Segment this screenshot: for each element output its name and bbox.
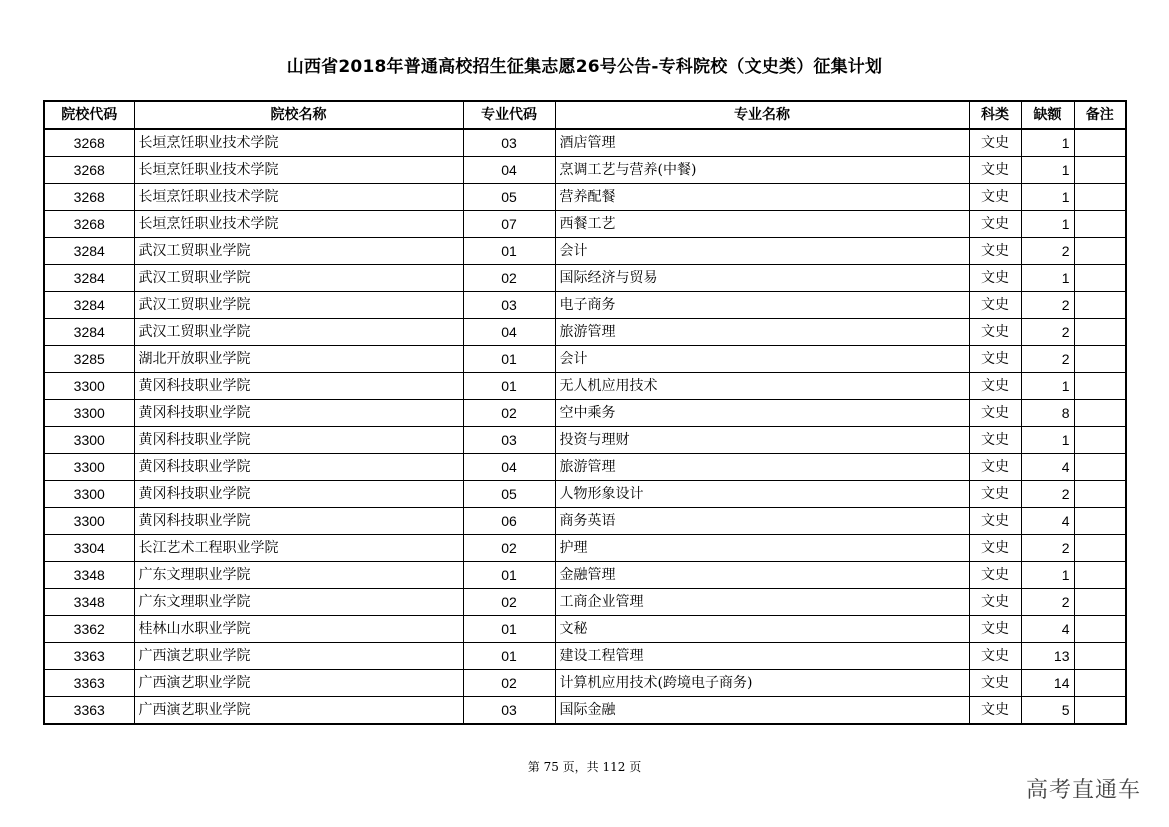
table-row [44,427,1126,454]
cell-school-name: 长江艺术工程职业学院 [134,535,463,562]
cell-vacancy: 14 [1021,670,1074,697]
cell-major-name: 无人机应用技术 [555,373,969,400]
cell-major-code: 01 [463,346,555,373]
cell-major-code: 01 [463,643,555,670]
cell-school-name: 武汉工贸职业学院 [134,238,463,265]
cell-school-name: 广东文理职业学院 [134,589,463,616]
table-row [44,292,1126,319]
cell-school-name: 黄冈科技职业学院 [134,427,463,454]
cell-major-name: 烹调工艺与营养(中餐) [555,157,969,184]
cell-school-code: 3284 [44,319,134,346]
column-header-note: 备注 [1074,101,1126,129]
table-row [44,238,1126,265]
cell-school-name: 湖北开放职业学院 [134,346,463,373]
cell-major-name: 会计 [555,238,969,265]
cell-major-code: 02 [463,400,555,427]
cell-vacancy: 2 [1021,589,1074,616]
cell-school-name: 桂林山水职业学院 [134,616,463,643]
table-row [44,319,1126,346]
cell-major-name: 酒店管理 [555,129,969,157]
cell-major-code: 01 [463,616,555,643]
cell-note [1074,265,1126,292]
cell-major-name: 旅游管理 [555,319,969,346]
table-row [44,211,1126,238]
cell-category: 文史 [969,129,1021,157]
cell-category: 文史 [969,292,1021,319]
cell-school-name: 广东文理职业学院 [134,562,463,589]
cell-major-code: 06 [463,508,555,535]
cell-vacancy: 4 [1021,454,1074,481]
cell-school-code: 3284 [44,292,134,319]
column-header-major-name: 专业名称 [555,101,969,129]
cell-school-code: 3268 [44,157,134,184]
cell-school-name: 武汉工贸职业学院 [134,319,463,346]
cell-note [1074,211,1126,238]
table-row [44,265,1126,292]
cell-note [1074,319,1126,346]
cell-category: 文史 [969,400,1021,427]
column-header-school-name: 院校名称 [134,101,463,129]
cell-vacancy: 1 [1021,211,1074,238]
cell-note [1074,589,1126,616]
cell-major-name: 营养配餐 [555,184,969,211]
cell-major-name: 工商企业管理 [555,589,969,616]
cell-vacancy: 2 [1021,346,1074,373]
cell-category: 文史 [969,184,1021,211]
cell-note [1074,157,1126,184]
table-row [44,346,1126,373]
cell-major-code: 05 [463,481,555,508]
column-header-category: 科类 [969,101,1021,129]
cell-category: 文史 [969,454,1021,481]
table-row [44,508,1126,535]
cell-major-code: 05 [463,184,555,211]
cell-major-code: 03 [463,697,555,725]
cell-category: 文史 [969,481,1021,508]
cell-school-name: 长垣烹饪职业技术学院 [134,157,463,184]
cell-school-code: 3284 [44,265,134,292]
column-header-major-code: 专业代码 [463,101,555,129]
cell-major-name: 人物形象设计 [555,481,969,508]
cell-category: 文史 [969,508,1021,535]
enrollment-plan-table [43,100,1127,725]
cell-vacancy: 1 [1021,157,1074,184]
cell-note [1074,562,1126,589]
cell-vacancy: 2 [1021,292,1074,319]
cell-school-name: 武汉工贸职业学院 [134,265,463,292]
cell-category: 文史 [969,346,1021,373]
table-row [44,454,1126,481]
cell-category: 文史 [969,211,1021,238]
cell-category: 文史 [969,238,1021,265]
table-row [44,373,1126,400]
cell-note [1074,508,1126,535]
cell-major-name: 电子商务 [555,292,969,319]
cell-major-name: 计算机应用技术(跨境电子商务) [555,670,969,697]
cell-vacancy: 8 [1021,400,1074,427]
cell-major-code: 02 [463,589,555,616]
cell-major-name: 空中乘务 [555,400,969,427]
cell-school-code: 3300 [44,508,134,535]
cell-school-code: 3300 [44,481,134,508]
table-row [44,129,1126,157]
cell-note [1074,129,1126,157]
cell-category: 文史 [969,562,1021,589]
cell-school-code: 3268 [44,184,134,211]
cell-category: 文史 [969,616,1021,643]
cell-note [1074,670,1126,697]
cell-school-code: 3363 [44,697,134,725]
cell-major-code: 04 [463,319,555,346]
cell-school-code: 3300 [44,427,134,454]
cell-school-code: 3304 [44,535,134,562]
table-row [44,643,1126,670]
cell-major-name: 金融管理 [555,562,969,589]
table-row [44,481,1126,508]
cell-major-name: 国际金融 [555,697,969,725]
cell-vacancy: 1 [1021,373,1074,400]
cell-category: 文史 [969,697,1021,725]
cell-school-code: 3363 [44,670,134,697]
cell-school-code: 3285 [44,346,134,373]
cell-vacancy: 1 [1021,184,1074,211]
cell-category: 文史 [969,157,1021,184]
cell-vacancy: 4 [1021,508,1074,535]
cell-major-code: 01 [463,373,555,400]
cell-category: 文史 [969,589,1021,616]
table-row [44,400,1126,427]
cell-school-name: 广西演艺职业学院 [134,697,463,725]
cell-school-name: 长垣烹饪职业技术学院 [134,129,463,157]
cell-vacancy: 2 [1021,535,1074,562]
cell-vacancy: 4 [1021,616,1074,643]
cell-major-code: 01 [463,562,555,589]
cell-major-name: 西餐工艺 [555,211,969,238]
cell-note [1074,481,1126,508]
cell-note [1074,697,1126,725]
table-body [44,129,1126,724]
cell-vacancy: 1 [1021,265,1074,292]
cell-vacancy: 2 [1021,238,1074,265]
cell-school-name: 黄冈科技职业学院 [134,481,463,508]
cell-note [1074,427,1126,454]
cell-note [1074,454,1126,481]
cell-major-code: 02 [463,265,555,292]
table-row [44,562,1126,589]
cell-school-name: 长垣烹饪职业技术学院 [134,184,463,211]
cell-vacancy: 1 [1021,427,1074,454]
table-row [44,697,1126,725]
cell-major-name: 会计 [555,346,969,373]
cell-major-name: 投资与理财 [555,427,969,454]
cell-major-name: 文秘 [555,616,969,643]
cell-note [1074,373,1126,400]
cell-note [1074,643,1126,670]
cell-school-name: 黄冈科技职业学院 [134,373,463,400]
cell-note [1074,238,1126,265]
cell-school-name: 广西演艺职业学院 [134,643,463,670]
cell-vacancy: 5 [1021,697,1074,725]
table-header-row [44,101,1126,129]
cell-school-code: 3348 [44,589,134,616]
cell-school-code: 3300 [44,373,134,400]
column-header-school-code: 院校代码 [44,101,134,129]
cell-school-code: 3284 [44,238,134,265]
cell-vacancy: 1 [1021,129,1074,157]
cell-category: 文史 [969,670,1021,697]
cell-school-code: 3300 [44,454,134,481]
cell-note [1074,346,1126,373]
cell-school-code: 3300 [44,400,134,427]
table-row [44,157,1126,184]
cell-major-code: 03 [463,292,555,319]
table-row [44,535,1126,562]
cell-major-code: 03 [463,129,555,157]
watermark: 高考直通车 [1025,778,1141,803]
cell-major-name: 建设工程管理 [555,643,969,670]
cell-school-code: 3268 [44,129,134,157]
cell-note [1074,400,1126,427]
cell-category: 文史 [969,643,1021,670]
page-footer: 第 75 页，共 112 页 [527,760,642,774]
cell-school-code: 3268 [44,211,134,238]
cell-school-name: 广西演艺职业学院 [134,670,463,697]
cell-category: 文史 [969,535,1021,562]
cell-note [1074,616,1126,643]
table-row [44,589,1126,616]
cell-major-code: 04 [463,157,555,184]
table-row [44,184,1126,211]
cell-major-code: 04 [463,454,555,481]
cell-major-name: 国际经济与贸易 [555,265,969,292]
cell-school-code: 3348 [44,562,134,589]
cell-school-name: 长垣烹饪职业技术学院 [134,211,463,238]
cell-vacancy: 13 [1021,643,1074,670]
cell-major-name: 护理 [555,535,969,562]
cell-note [1074,535,1126,562]
cell-major-code: 07 [463,211,555,238]
cell-school-name: 黄冈科技职业学院 [134,508,463,535]
cell-vacancy: 2 [1021,481,1074,508]
cell-major-name: 商务英语 [555,508,969,535]
cell-vacancy: 1 [1021,562,1074,589]
cell-school-code: 3362 [44,616,134,643]
cell-major-code: 02 [463,670,555,697]
cell-category: 文史 [969,373,1021,400]
cell-school-name: 黄冈科技职业学院 [134,454,463,481]
cell-major-name: 旅游管理 [555,454,969,481]
cell-major-code: 01 [463,238,555,265]
cell-school-name: 武汉工贸职业学院 [134,292,463,319]
cell-major-code: 03 [463,427,555,454]
cell-category: 文史 [969,319,1021,346]
cell-school-code: 3363 [44,643,134,670]
column-header-vacancy: 缺额 [1021,101,1074,129]
table-row [44,670,1126,697]
page-title: 山西省2018年普通高校招生征集志愿26号公告-专科院校（文史类）征集计划 [286,57,883,77]
cell-major-code: 02 [463,535,555,562]
cell-vacancy: 2 [1021,319,1074,346]
cell-note [1074,184,1126,211]
cell-note [1074,292,1126,319]
cell-category: 文史 [969,265,1021,292]
table-row [44,616,1126,643]
cell-school-name: 黄冈科技职业学院 [134,400,463,427]
cell-category: 文史 [969,427,1021,454]
